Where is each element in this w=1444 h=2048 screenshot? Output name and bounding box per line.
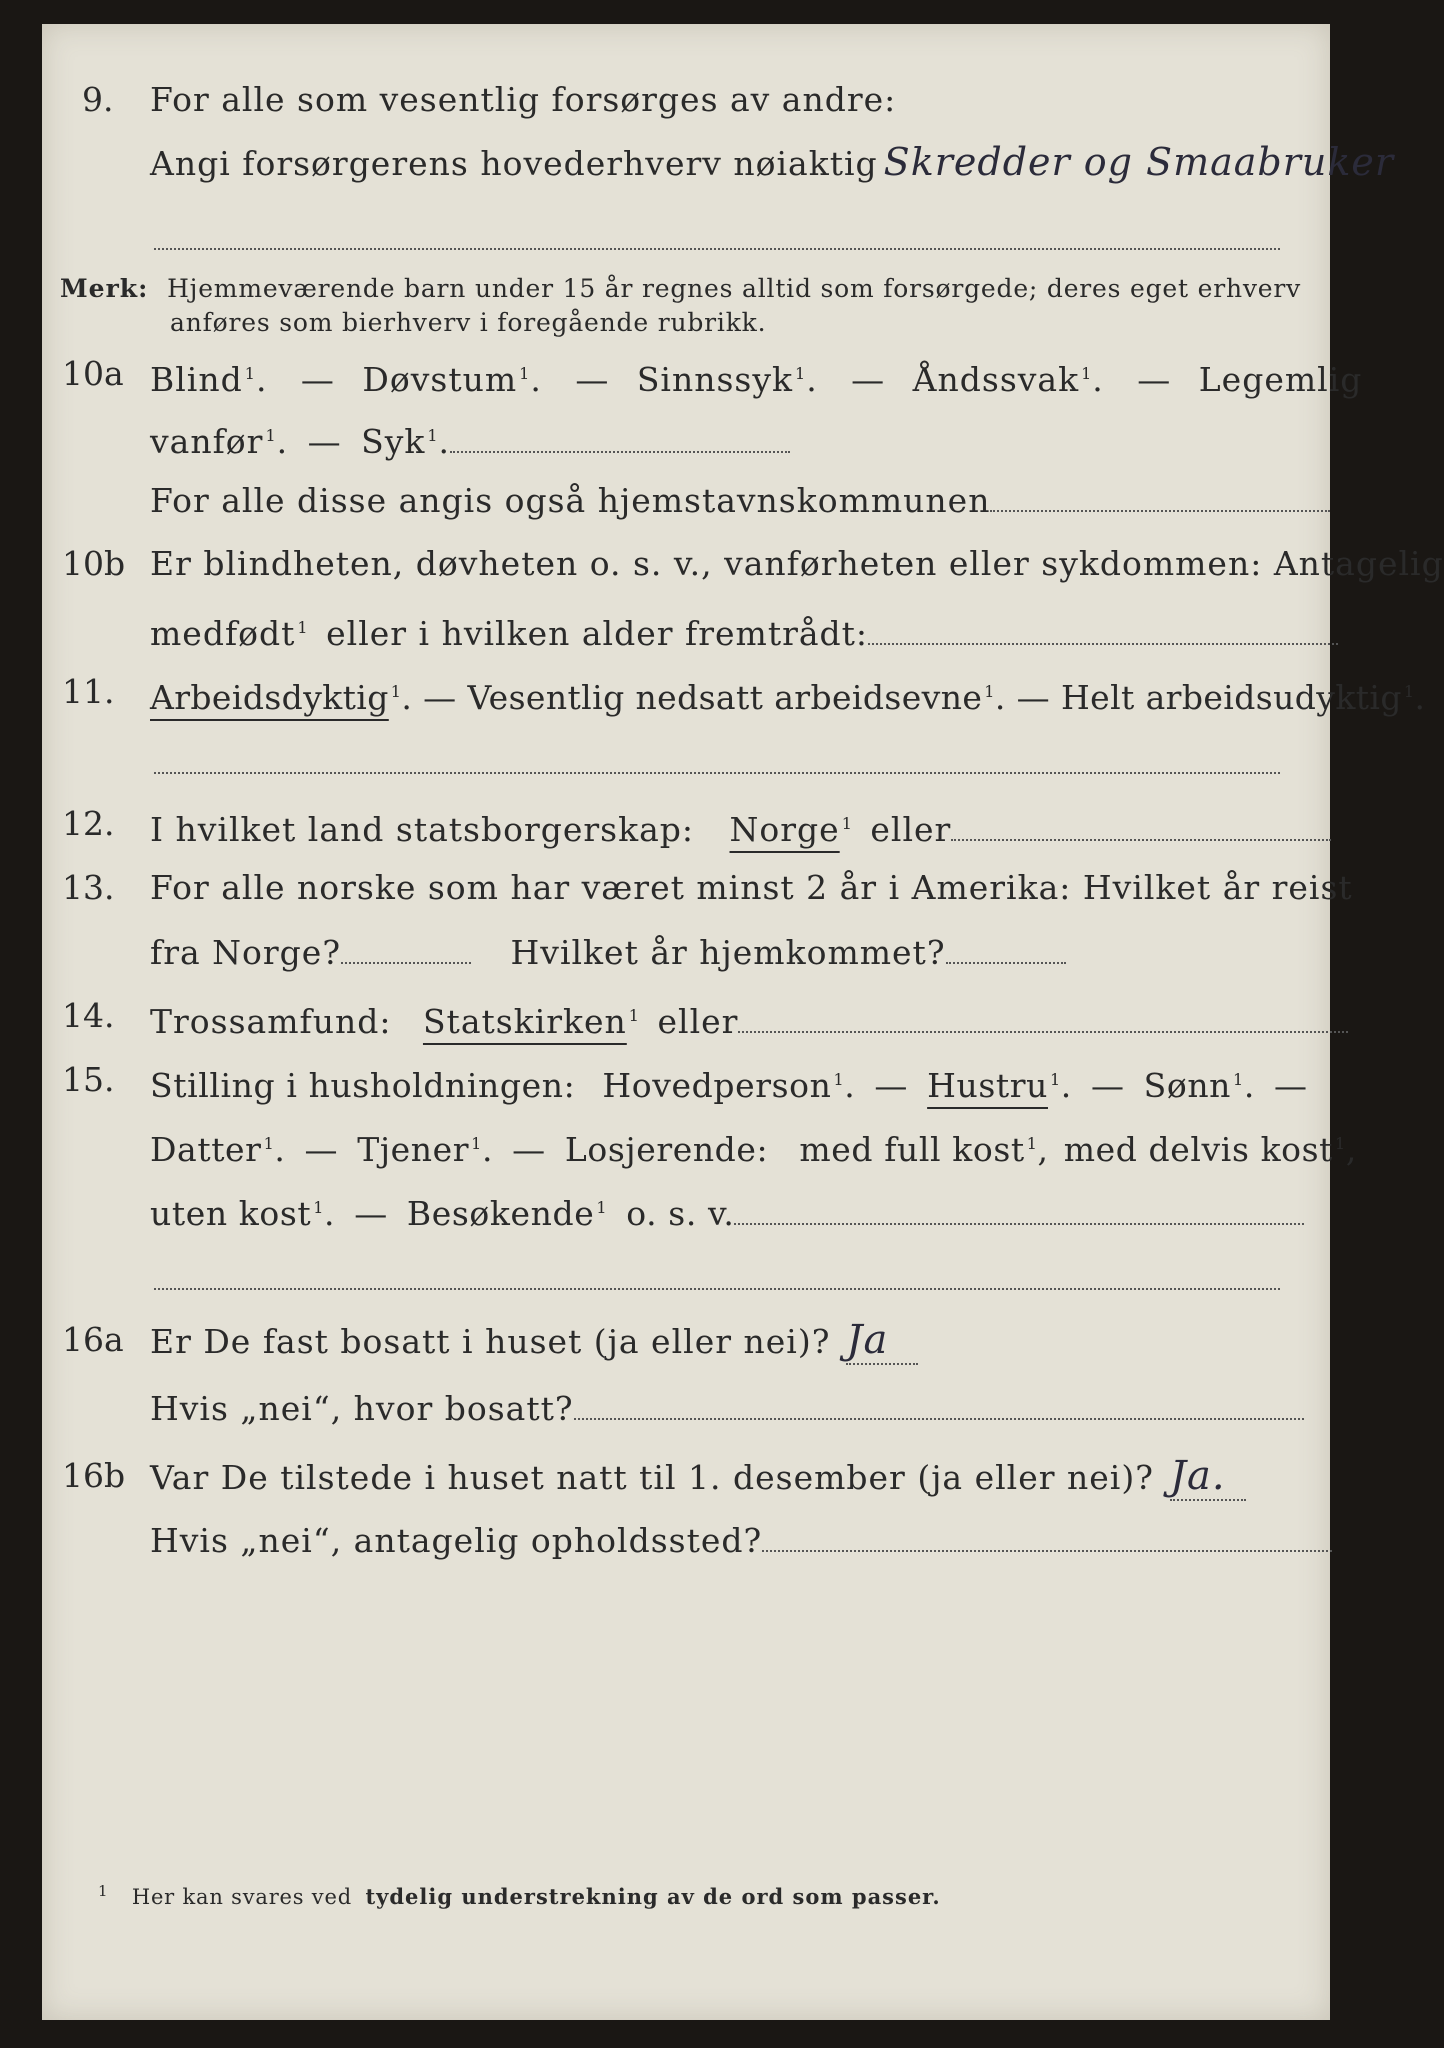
merk-note-line1 <box>60 272 1301 306</box>
opt-syk: Syk <box>361 422 426 461</box>
census-form-page <box>42 24 1444 2020</box>
q9-label: Angi forsørgerens hovederhverv nøiaktig <box>150 144 878 183</box>
opt-andssvak: Åndssvak <box>912 360 1080 399</box>
opt-udyktig: Helt arbeidsudyktig <box>1060 678 1402 717</box>
q15-extra-dotted-line <box>154 1288 1280 1290</box>
q16b-handwritten-answer: Ja. <box>1170 1453 1246 1501</box>
opt-vanfor: vanfør <box>150 422 264 461</box>
q11-line: Arbeidsdyktig $^1$. — Vesentlig nedsatt arbeidsevne $^1$. — Helt arbeidsudyktig $^1$. <box>150 678 1426 717</box>
q12-line: I hvilket land statsborgerskap: Norge $^1$ eller <box>150 804 1331 850</box>
q15-number: 15. <box>62 1060 115 1099</box>
opt-sinnssyk: Sinnssyk <box>636 360 793 399</box>
q16b-line2-dots <box>762 1520 1332 1552</box>
q10b-line2: medfødt $^1$ eller i hvilken alder fremtrådt: <box>150 608 1338 654</box>
q13-number: 13. <box>62 868 115 907</box>
q11-extra-dotted-line <box>154 772 1280 774</box>
q10a-line2: vanfør $^1$. — Syk $^1$. <box>150 416 790 462</box>
q11-number: 11. <box>62 672 115 711</box>
opt-statskirken-underlined: Statskirken <box>422 1002 627 1041</box>
merk-label: Merk: <box>60 274 149 303</box>
q13-line1: For alle norske som har været minst 2 år i Amerika: Hvilket år reist <box>150 868 1353 907</box>
q12-dots <box>951 809 1331 841</box>
opt-arbeidsdyktig-underlined: Arbeidsdyktig <box>150 678 389 717</box>
opt-blind: Blind <box>150 360 243 399</box>
q10a-number: 10a <box>62 354 124 393</box>
q10b-line1: Er blindheten, døvheten o. s. v., vanførheten eller sykdommen: Antagelig <box>150 544 1444 583</box>
merk-note-line2: anføres som bierhverv i foregående rubrikk. <box>170 308 767 337</box>
q16b-number: 16b <box>62 1456 126 1495</box>
q16a-handwritten-answer: Ja <box>846 1317 918 1365</box>
q10a-line3-dots <box>990 480 1330 512</box>
q15-line3-dots <box>734 1193 1304 1225</box>
q12-number: 12. <box>62 804 115 843</box>
merk-text-1: Hjemmeværende barn under 15 år regnes alltid som forsørgede; deres eget erhverv <box>167 274 1302 303</box>
opt-nedsatt: Vesentlig nedsatt arbeidsevne <box>467 678 983 717</box>
q10b-line2-dots <box>868 613 1338 645</box>
q14-number: 14. <box>62 996 115 1035</box>
q16a-line2: Hvis „nei“, hvor bosatt? <box>150 1388 1304 1429</box>
q9-line2 <box>150 142 1394 184</box>
q9-number: 9. <box>82 80 114 119</box>
q13-line2: fra Norge? Hvilket år hjemkommet? <box>150 932 1066 973</box>
opt-legemlig: Legemlig <box>1198 360 1363 399</box>
opt-dovstum: Døvstum <box>362 360 518 399</box>
q9-handwritten-answer: Skredder og Smaabruker <box>883 140 1395 184</box>
q10a-line1: Blind $^1$. — Døvstum $^1$. — Sinnssyk $^1$. — Åndssvak $^1$. — Legemlig <box>150 360 1363 399</box>
q13-reist-dots <box>341 932 471 964</box>
q15-line3: uten kost $^1$. — Besøkende $^1$ o. s. v. <box>150 1188 1304 1234</box>
q14-line: Trossamfund: Statskirken $^1$ eller <box>150 996 1348 1042</box>
opt-norge-underlined: Norge <box>729 810 840 849</box>
q16b-line2: Hvis „nei“, antagelig opholdssted? <box>150 1520 1332 1561</box>
q16a-line2-dots <box>574 1388 1304 1420</box>
q15-line1: Stilling i husholdningen: Hovedperson $^1$. — Hustru $^1$. — Sønn $^1$. — <box>150 1066 1308 1105</box>
q16a-line1: Er De fast bosatt i huset (ja eller nei)? Ja <box>150 1320 918 1362</box>
opt-hustru-underlined: Hustru <box>927 1066 1048 1105</box>
q15-line2: Datter $^1$. — Tjener $^1$. — Losjerende: med full kost $^1$, med delvis kost $^1$, <box>150 1130 1357 1169</box>
q9-extra-dotted-line <box>154 248 1280 250</box>
footnote: $^1$ Her kan svares ved tydelig understrekning av de ord som passer. <box>98 1882 941 1909</box>
q10a-line2-dots <box>450 421 790 453</box>
q16a-number: 16a <box>62 1320 124 1359</box>
q16b-line1: Var De tilstede i huset natt til 1. desember (ja eller nei)? Ja. <box>150 1456 1246 1498</box>
q14-dots <box>738 1001 1348 1033</box>
q10a-line3: For alle disse angis også hjemstavnskommunen <box>150 480 1330 521</box>
q13-hjemkommet-dots <box>946 932 1066 964</box>
q10b-number: 10b <box>62 544 126 583</box>
q9-line1: For alle som vesentlig forsørges av andre: <box>150 80 897 119</box>
